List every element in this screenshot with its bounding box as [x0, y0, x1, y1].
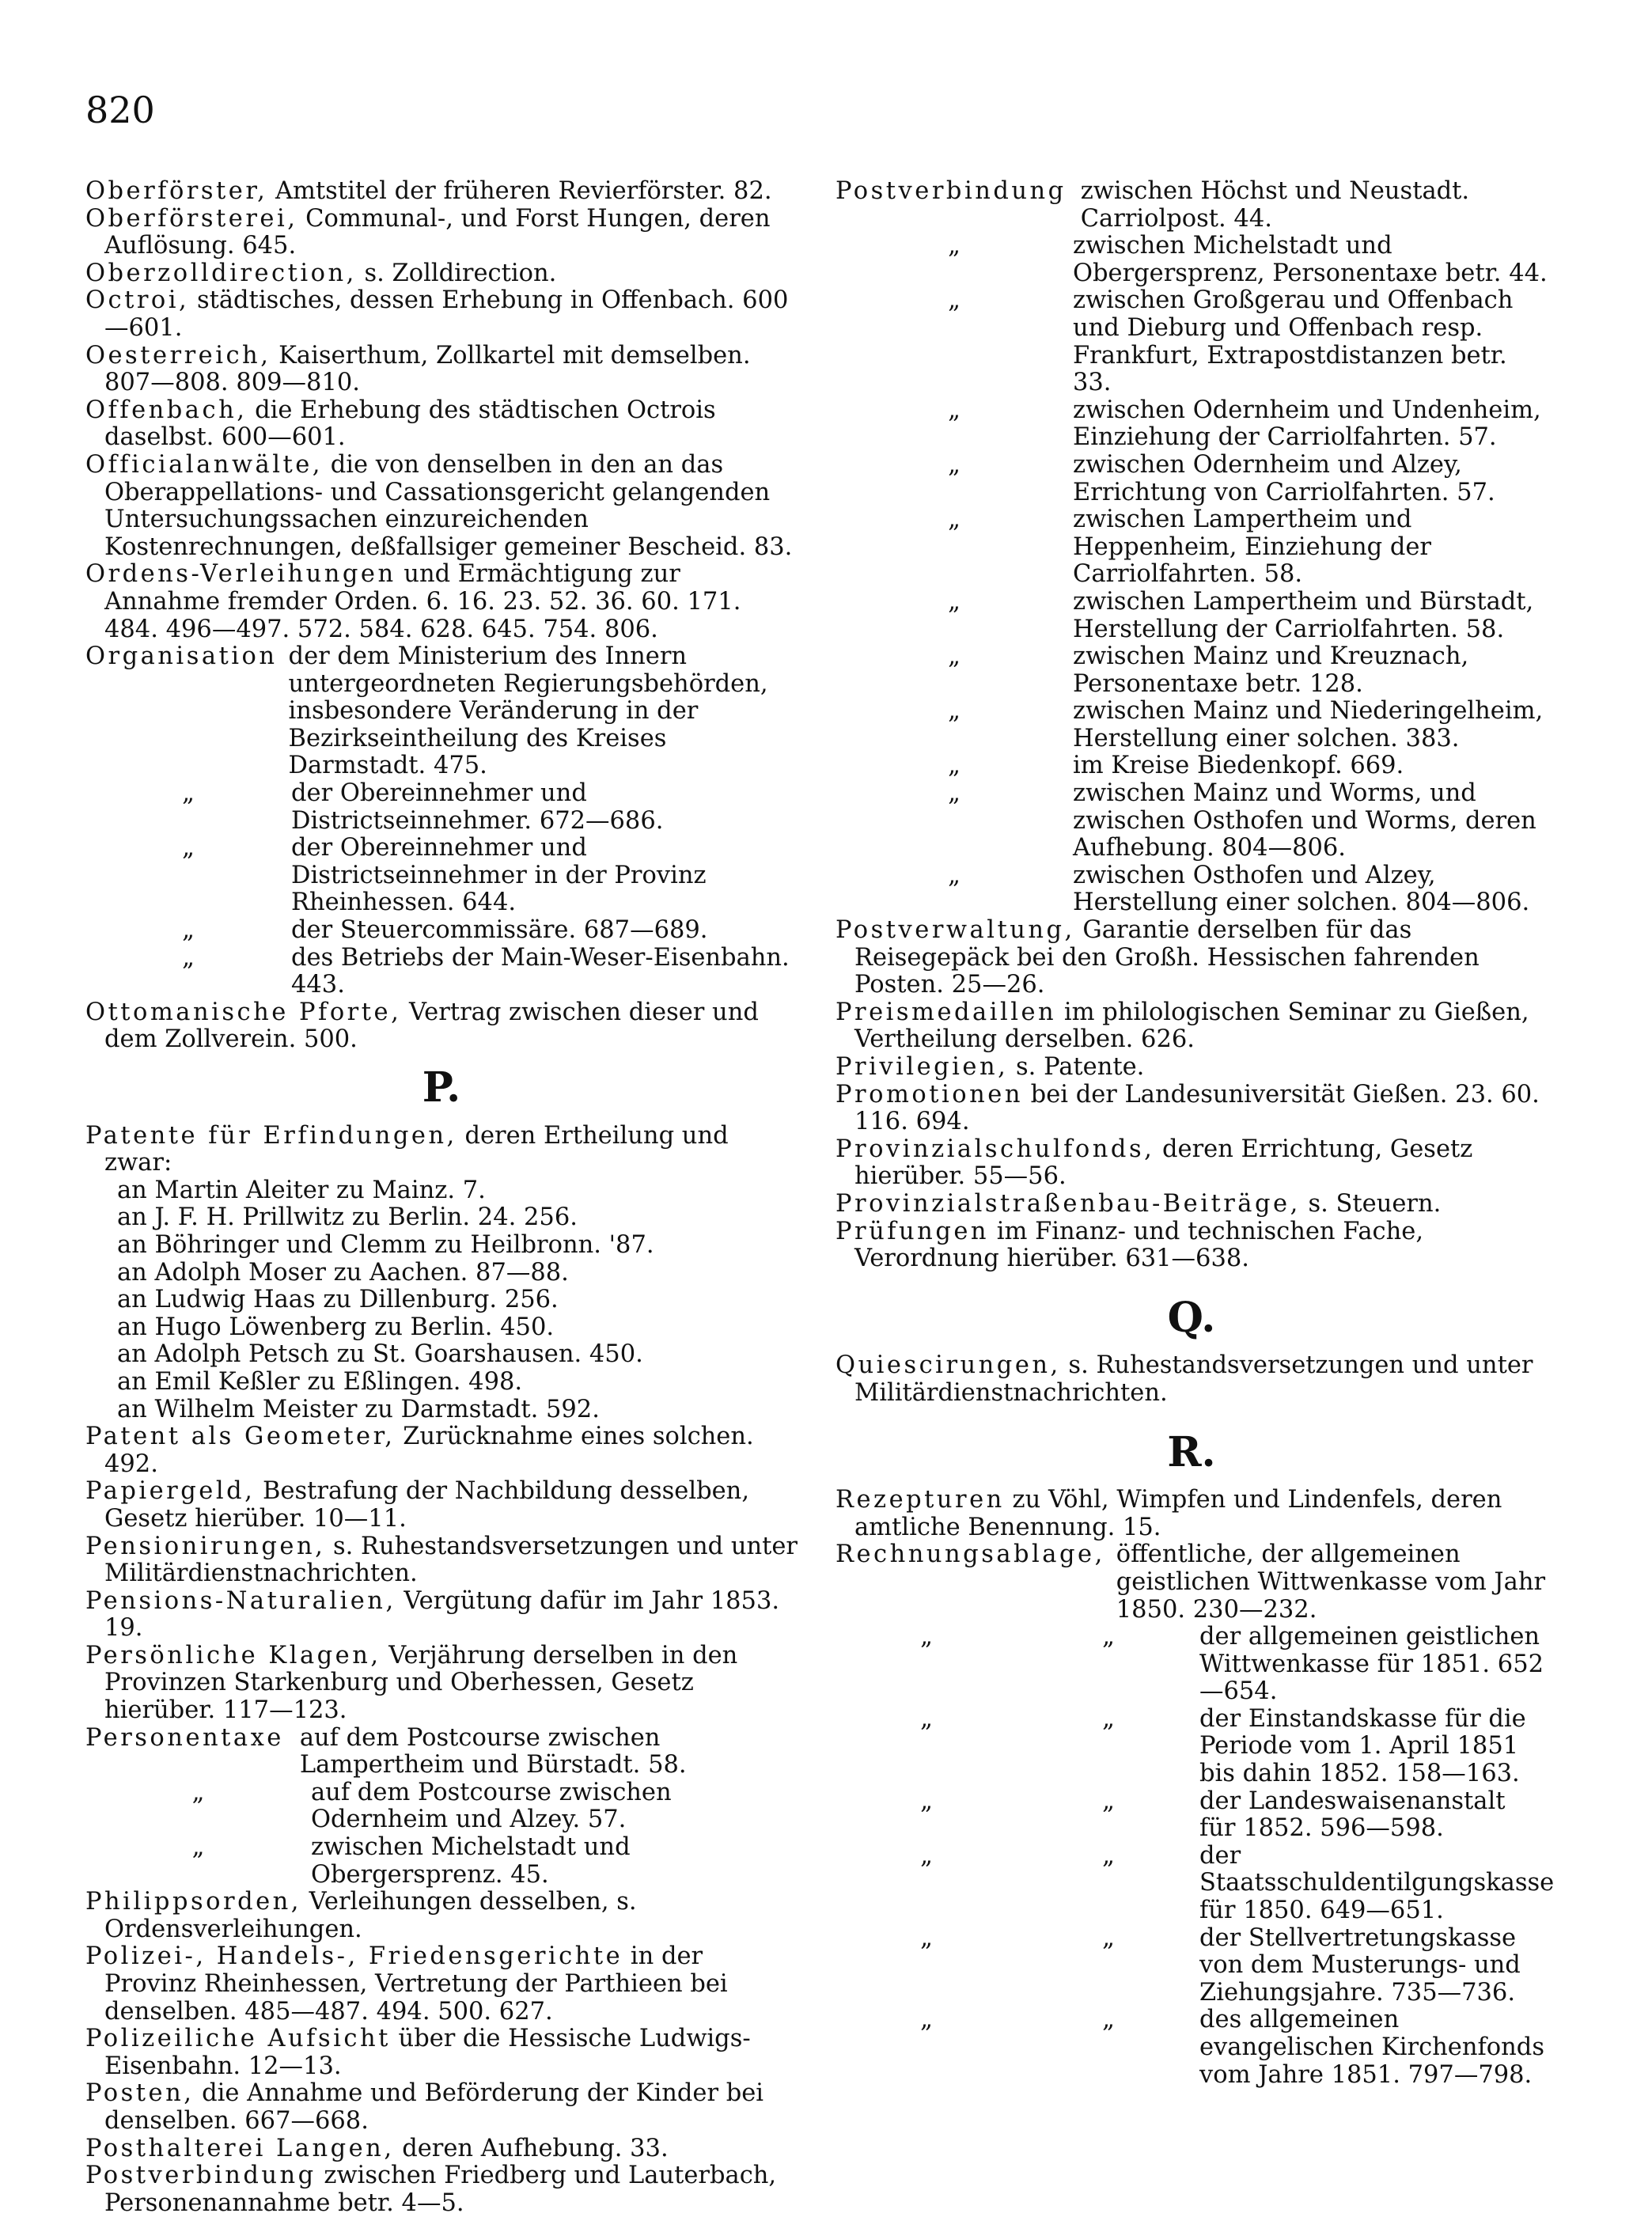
entry-text: die Annahme und Beförderung der Kinder bei denselben. 667—668.: [104, 2079, 764, 2135]
index-subentry: [835, 780, 1548, 862]
entry-text: s. Zolldirection.: [356, 259, 557, 287]
entry-keyword: Posthalterei Langen,: [85, 2134, 395, 2162]
entry-keyword: Provinzialstraßenbau-Beiträge,: [835, 1189, 1301, 1218]
patent-item: an Böhringer und Clemm zu Heilbronn. '87.: [117, 1230, 654, 1259]
index-subentry: [835, 287, 1548, 396]
entry-keyword: Personentaxe: [85, 1723, 284, 1752]
index-entry: [835, 1136, 1548, 1191]
entry-keyword: Privilegien,: [835, 1053, 1009, 1081]
entry-keyword: Postverbindung: [835, 177, 1067, 205]
entry-keyword: Preismedaillen: [835, 998, 1057, 1026]
entry-text: Garantie derselben für das Reisegepäck bei den Großh. Hessischen fahrenden Posten. 25—26.: [854, 916, 1480, 999]
entry-keyword: Oesterreich,: [85, 341, 271, 370]
ditto-mark: „: [948, 396, 961, 424]
page-number: 820: [85, 89, 155, 131]
index-subentry: [85, 917, 798, 945]
subentry-text: zwischen Michelstadt und Obergersprenz, Personentaxe betr. 44.: [1073, 232, 1548, 287]
entry-keyword: Offenbach,: [85, 396, 248, 424]
index-subentry: [835, 452, 1548, 506]
index-entry: [85, 1889, 798, 1943]
index-subentry: [85, 1779, 798, 1834]
entry-text: und Ermächtigung zur Annahme fremder Orden. 6. 16. 23. 52. 36. 60. 171. 484. 496—497. 572. 584. 628. 645. 754. 806.: [104, 560, 741, 643]
entry-keyword: Persönliche Klagen,: [85, 1641, 381, 1669]
subentry-text: zwischen Michelstadt und Obergersprenz. 45.: [311, 1833, 631, 1889]
entry-text: Vergütung dafür im Jahr 1853. 19.: [104, 1586, 780, 1643]
entry-text: öffentliche, der allgemeinen geistlichen Wittwenkasse vom Jahr 1850. 230—232.: [1116, 1541, 1546, 1624]
index-entry: [85, 343, 798, 397]
entry-text: Communal-, und Forst Hungen, deren Auflösung. 645.: [104, 204, 771, 260]
entry-keyword: Rechnungsablage,: [835, 1541, 1105, 1569]
entry-text: im Finanz- und technischen Fache, Verordnung hierüber. 631—638.: [854, 1217, 1424, 1273]
ditto-mark: „: [948, 779, 961, 808]
entry-text: deren Ertheilung und zwar:: [104, 1121, 729, 1177]
entry-keyword: Provinzialschulfonds,: [835, 1135, 1155, 1163]
index-subentry: [835, 1841, 1555, 1925]
entry-keyword: Patent als Geometer,: [85, 1423, 396, 1451]
ditto-mark: „ „: [920, 2006, 1115, 2034]
index-entry: [835, 1054, 1548, 1082]
index-subentry: [85, 1834, 798, 1889]
index-entry-rechnungsablage: [835, 1541, 1555, 2089]
entry-keyword: Philippsorden,: [85, 1888, 301, 1916]
index-entry: [835, 1218, 1548, 1273]
ditto-mark: „: [191, 1833, 205, 1862]
index-entry: [835, 1082, 1548, 1136]
index-entry: [85, 1478, 798, 1533]
entry-text: der dem Ministerium des Innern untergeordneten Regierungsbehörden, insbesondere Veränderung in der Bezirkseintheilung des Kreises Darmstadt. 475.: [288, 642, 768, 780]
index-entry-personentaxe: [85, 1725, 798, 1889]
patent-item: an Martin Aleiter zu Mainz. 7.: [117, 1176, 486, 1204]
index-entry: [85, 1943, 798, 2026]
index-subentry: [835, 1624, 1548, 1706]
entry-keyword: Organisation: [85, 642, 278, 671]
index-entry: [85, 1588, 798, 1643]
index-subentry: [85, 780, 798, 835]
entry-keyword: Ottomanische Pforte,: [85, 998, 402, 1026]
entry-keyword: Papiergeld,: [85, 1477, 256, 1506]
index-entry: [85, 287, 798, 342]
ditto-mark: „: [182, 943, 195, 972]
ditto-mark: „: [191, 1778, 205, 1806]
index-entry: [835, 999, 1548, 1054]
subentry-text: der Stellvertretungskasse von dem Musterungs- und Ziehungsjahre. 735—736.: [1199, 1923, 1521, 2007]
entry-text: Amtstitel der früheren Revierförster. 82.: [267, 177, 772, 205]
entry-text: Verleihungen desselben, s. Ordensverleihungen.: [104, 1888, 637, 1943]
entry-keyword: Patente für Erfindungen,: [85, 1121, 457, 1150]
ditto-mark: „ „: [920, 1923, 1115, 1952]
entry-text: s. Ruhestandsversetzungen und unter Militärdienstnachrichten.: [104, 1532, 798, 1588]
entry-text: bei der Landesuniversität Gießen. 23. 60. 116. 694.: [854, 1080, 1540, 1136]
subentry-text: zwischen Lampertheim und Bürstadt, Herstellung der Carriolfahrten. 58.: [1073, 587, 1534, 643]
entry-text: Verjährung derselben in den Provinzen Starkenburg und Oberhessen, Gesetz hierüber. 117—123.: [104, 1641, 738, 1725]
ditto-mark: „: [948, 286, 961, 315]
index-entry-postverbindung: [835, 178, 1548, 917]
ditto-mark: „ „: [920, 1841, 1115, 1870]
entry-text: Kaiserthum, Zollkartel mit demselben. 807—808. 809—810.: [104, 341, 751, 397]
section-letter-q: Q.: [1167, 1293, 1216, 1342]
index-entry: [85, 397, 798, 452]
entry-keyword: Ordens-Verleihungen: [85, 560, 396, 589]
subentry-text: des allgemeinen evangelischen Kirchenfonds vom Jahre 1851. 797—798.: [1199, 2006, 1544, 2089]
section-letter-r: R.: [1167, 1427, 1216, 1476]
index-entry: [85, 260, 798, 288]
patent-item: an Ludwig Haas zu Dillenburg. 256.: [117, 1286, 559, 1314]
ditto-mark: „: [182, 834, 195, 862]
index-subentry: [835, 752, 1548, 780]
index-entry: [85, 1423, 798, 1478]
index-entry: [835, 1487, 1548, 1541]
entry-text: Vertrag zwischen dieser und dem Zollverein. 500.: [104, 998, 759, 1054]
entry-text: s. Ruhestandsversetzungen und unter Militärdienstnachrichten.: [854, 1351, 1533, 1407]
ditto-mark: „: [948, 587, 961, 616]
patent-item: an Adolph Petsch zu St. Goarshausen. 450.: [117, 1340, 643, 1369]
entry-text: auf dem Postcourse zwischen Lampertheim und Bürstadt. 58.: [299, 1723, 687, 1779]
subentry-text: der Einstandskasse für die Periode vom 1. April 1851 bis dahin 1852. 158—163.: [1199, 1704, 1526, 1788]
entry-keyword: Oberzolldirection,: [85, 259, 357, 287]
entry-text: im philologischen Seminar zu Gießen, Vertheilung derselben. 626.: [854, 998, 1529, 1054]
patent-item: an Adolph Moser zu Aachen. 87—88.: [117, 1258, 569, 1287]
index-subentry: [835, 589, 1548, 643]
index-entry: [85, 561, 798, 643]
index-entry: [85, 206, 798, 260]
right-column: [835, 177, 1555, 2089]
subentry-text: zwischen Odernheim und Alzey, Errichtung von Carriolfahrten. 57.: [1073, 450, 1495, 506]
patent-item: an J. F. H. Prillwitz zu Berlin. 24. 256.: [117, 1203, 578, 1232]
ditto-mark: „ „: [920, 1704, 1115, 1733]
patent-item: an Hugo Löwenberg zu Berlin. 450.: [117, 1313, 555, 1341]
ditto-mark: „: [948, 506, 961, 534]
index-entry-patente: [85, 1123, 798, 1177]
entry-text: städtisches, dessen Erhebung in Offenbach. 600—601.: [104, 286, 789, 342]
entry-keyword: Quiescirungen,: [835, 1351, 1061, 1380]
index-subentry: [835, 1788, 1548, 1843]
ditto-mark: „ „: [920, 1787, 1115, 1815]
entry-text: s. Steuern.: [1300, 1189, 1442, 1218]
index-subentry: [835, 862, 1548, 917]
ditto-mark: „: [948, 232, 961, 260]
subentry-text: zwischen Mainz und Niederingelheim, Herstellung einer solchen. 383.: [1073, 697, 1544, 752]
patent-item: an Wilhelm Meister zu Darmstadt. 592.: [117, 1395, 600, 1423]
ditto-mark: „: [182, 916, 195, 945]
entry-keyword: Pensions-Naturalien,: [85, 1586, 396, 1615]
index-entry-organisation: [85, 643, 798, 999]
ditto-mark: „ „: [920, 1623, 1115, 1651]
index-entry: [835, 1352, 1548, 1407]
entry-text: zwischen Höchst und Neustadt. Carriolpost. 44.: [1080, 177, 1470, 233]
entry-text: die von denselben in den an das Oberappellations- und Cassationsgericht gelangenden Untersuchungssachen einzureichenden Kostenrechnungen, deßfallsiger gemeiner Bescheid. 83.: [104, 450, 793, 561]
subentry-text: auf dem Postcourse zwischen Odernheim und Alzey. 57.: [311, 1778, 672, 1834]
patent-item: an Emil Keßler zu Eßlingen. 498.: [117, 1367, 523, 1396]
entry-text: deren Errichtung, Gesetz hierüber. 55—56.: [854, 1135, 1473, 1191]
entry-keyword: Postverbindung: [85, 2162, 316, 2190]
entry-text: Bestrafung der Nachbildung desselben, Gesetz hierüber. 10—11.: [104, 1477, 750, 1533]
subentry-text: zwischen Mainz und Worms, und zwischen Osthofen und Worms, deren Aufhebung. 804—806.: [1073, 779, 1536, 862]
entry-keyword: Octroi,: [85, 286, 190, 315]
index-subentry: [835, 397, 1548, 452]
index-subentry: [85, 835, 798, 917]
subentry-text: der Landeswaisenanstalt für 1852. 596—598.: [1199, 1787, 1506, 1843]
subentry-text: des Betriebs der Main-Weser-Eisenbahn. 443.: [291, 943, 790, 999]
subentry-text: zwischen Osthofen und Alzey, Herstellung einer solchen. 804—806.: [1073, 861, 1530, 917]
subentry-text: der Obereinnehmer und Districtseinnehmer in der Provinz Rheinhessen. 644.: [291, 834, 707, 917]
index-subentry: [835, 2007, 1548, 2089]
entry-text: zu Vöhl, Wimpfen und Lindenfels, deren amtliche Benennung. 15.: [854, 1486, 1502, 1541]
subentry-text: der Staatsschuldentilgungskasse für 1850. 649—651.: [1199, 1841, 1555, 1925]
subentry-text: zwischen Großgerau und Offenbach und Dieburg und Offenbach resp. Frankfurt, Extrapostdistanzen betr. 33.: [1073, 286, 1514, 397]
left-column: [85, 178, 798, 2217]
index-entry: [835, 1191, 1548, 1218]
index-entry: [85, 1533, 798, 1588]
index-subentry: [835, 698, 1548, 752]
index-entry: [85, 2136, 798, 2163]
entry-keyword: Polizei-, Handels-, Friedensgerichte: [85, 1942, 623, 1971]
entry-keyword: Rezepturen: [835, 1486, 1005, 1514]
entry-keyword: Oberförster,: [85, 177, 268, 205]
subentry-text: der allgemeinen geistlichen Wittwenkasse für 1851. 652—654.: [1199, 1623, 1544, 1706]
entry-text: s. Patente.: [1008, 1053, 1145, 1081]
entry-keyword: Polizeiliche Aufsicht: [85, 2025, 391, 2053]
index-subentry: [835, 1925, 1548, 2007]
ditto-mark: „: [948, 697, 961, 726]
section-letter-p: P.: [422, 1063, 461, 1112]
index-subentry: [835, 1706, 1548, 1788]
entry-keyword: Oberförsterei,: [85, 204, 298, 233]
index-entry: [85, 2162, 798, 2217]
index-entry: [835, 917, 1548, 999]
subentry-text: zwischen Odernheim und Undenheim, Einziehung der Carriolfahrten. 57.: [1073, 396, 1541, 452]
entry-keyword: Postverwaltung,: [835, 916, 1075, 945]
index-subentry: [85, 945, 798, 999]
index-entry: [85, 452, 798, 561]
entry-text: die Erhebung des städtischen Octrois daselbst. 600—601.: [104, 396, 716, 452]
index-entry-ottomanische: [85, 999, 798, 1054]
subentry-text: der Steuercommissäre. 687—689.: [291, 916, 708, 945]
index-subentry: [835, 643, 1548, 698]
index-entry: [85, 178, 798, 206]
subentry-text: der Obereinnehmer und Districtseinnehmer. 672—686.: [291, 779, 664, 835]
index-entry: [85, 2026, 798, 2080]
subentry-text: zwischen Lampertheim und Heppenheim, Einziehung der Carriolfahrten. 58.: [1073, 506, 1431, 589]
ditto-mark: „: [948, 861, 961, 889]
entry-keyword: Promotionen: [835, 1080, 1023, 1108]
ditto-mark: „: [948, 752, 961, 780]
entry-text: in der Provinz Rheinhessen, Vertretung der Parthieen bei denselben. 485—487. 494. 500. 627.: [104, 1942, 728, 2026]
subentry-text: zwischen Mainz und Kreuznach, Personentaxe betr. 128.: [1073, 642, 1469, 698]
entry-text: zwischen Friedberg und Lauterbach, Personenannahme betr. 4—5.: [104, 2162, 777, 2217]
entry-keyword: Pensionirungen,: [85, 1532, 326, 1560]
index-subentry: [835, 506, 1548, 589]
entry-keyword: Prüfungen: [835, 1217, 990, 1245]
index-entry: [85, 2080, 798, 2135]
ditto-mark: „: [182, 779, 195, 808]
entry-text: deren Aufhebung. 33.: [394, 2134, 669, 2162]
entry-keyword: Posten,: [85, 2079, 195, 2108]
entry-text: über die Hessische Ludwigs-Eisenbahn. 12—13.: [104, 2025, 751, 2080]
entry-keyword: Officialanwälte,: [85, 450, 323, 479]
entry-text: Zurücknahme eines solchen. 492.: [104, 1423, 754, 1478]
index-subentry: [835, 233, 1548, 287]
index-entry: [85, 1643, 798, 1725]
ditto-mark: „: [948, 450, 961, 479]
subentry-text: im Kreise Biedenkopf. 669.: [1073, 752, 1404, 780]
ditto-mark: „: [948, 642, 961, 671]
